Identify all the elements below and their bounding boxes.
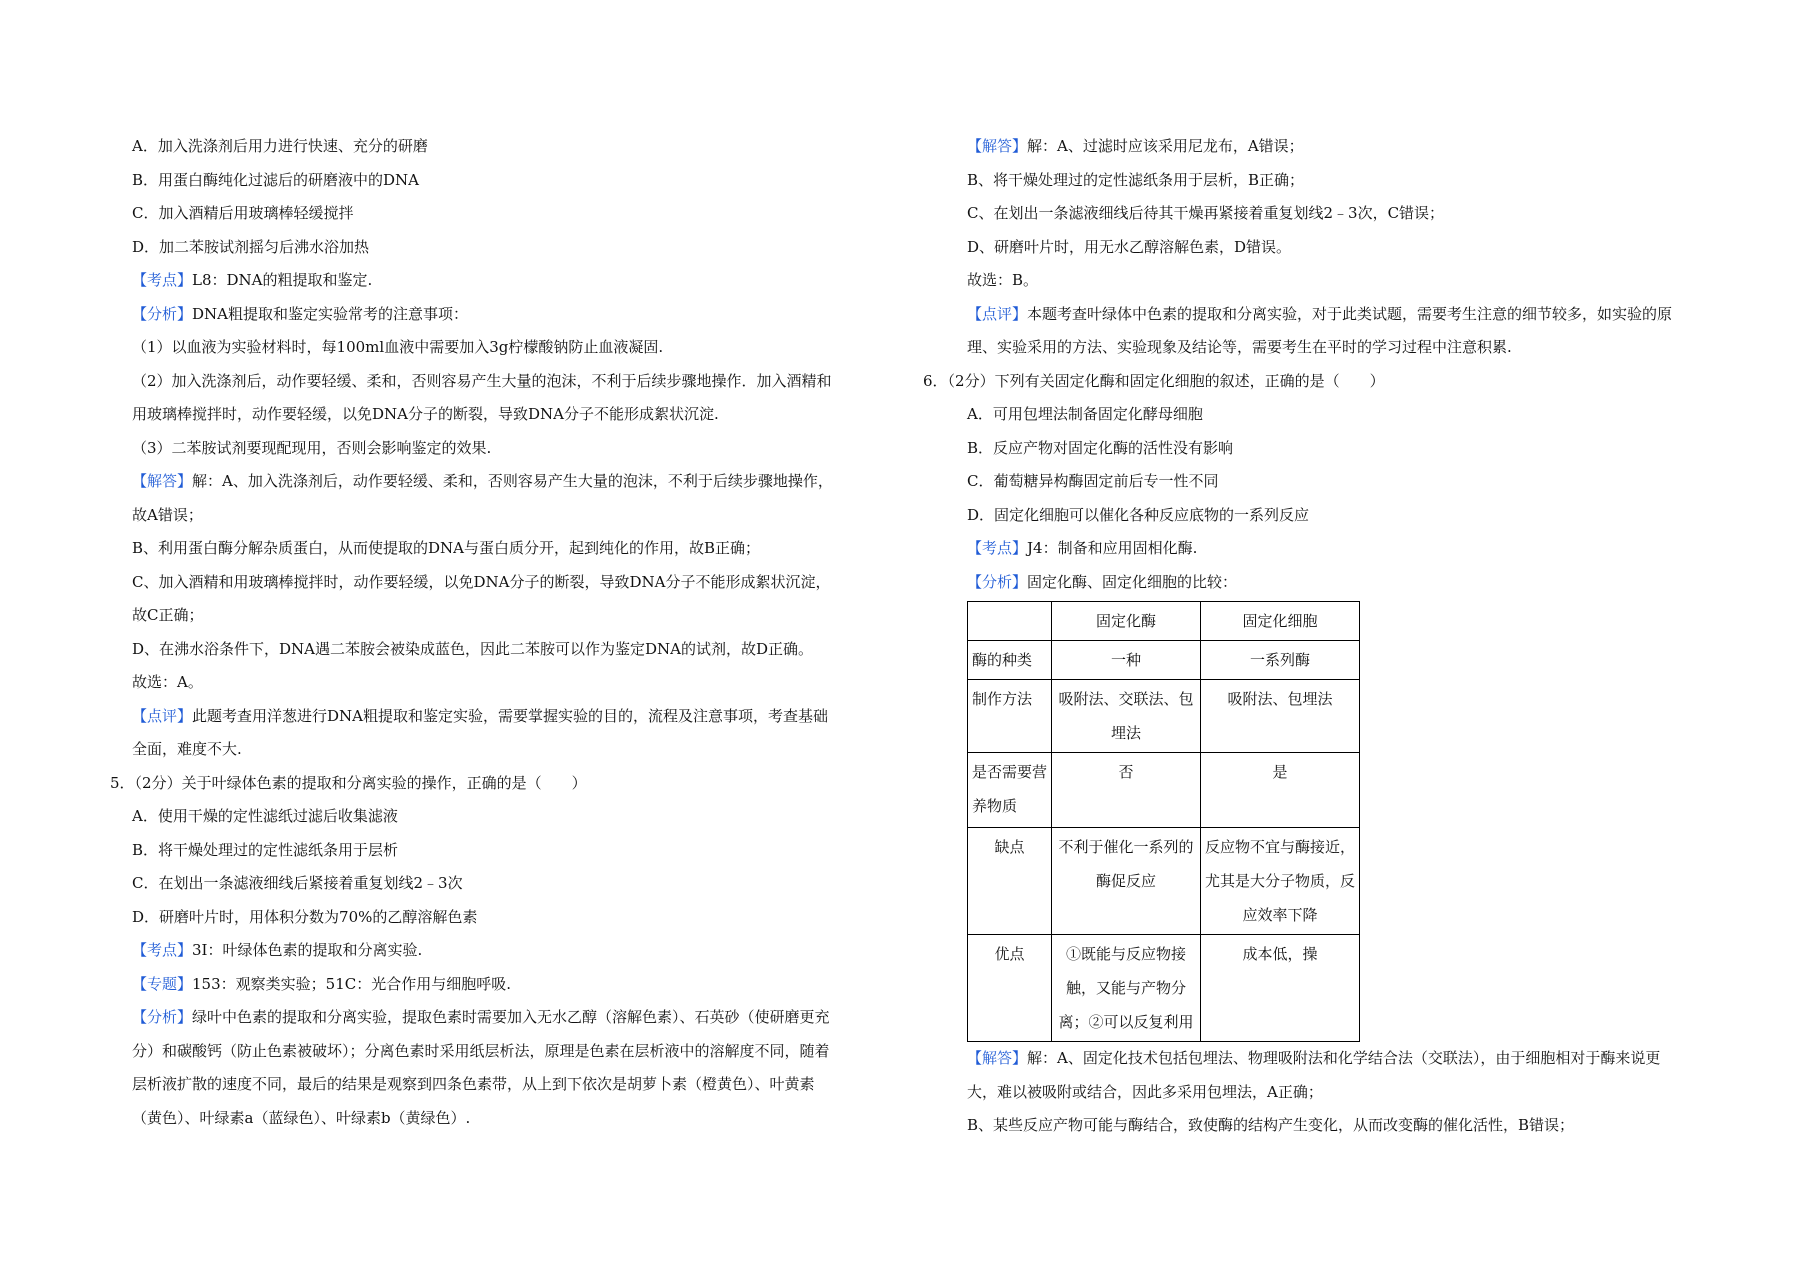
text-line xyxy=(110,633,910,667)
line-text: 解：A、固定化技术包括包埋法、物理吸附法和化学结合法（交联法），由于细胞相对于酶来说更 xyxy=(1027,1049,1661,1067)
text-line xyxy=(945,298,1745,332)
text-line xyxy=(110,1035,910,1069)
line-text: 本题考查叶绿体中色素的提取和分离实验，对于此类试题，需要考生注意的细节较多，如实验的原 xyxy=(1027,304,1673,323)
line-text: D．固定化细胞可以催化各种反应底物的一系列反应 xyxy=(967,505,1310,524)
text-line xyxy=(945,231,1745,265)
section-tag: 【考点】 xyxy=(967,539,1028,557)
text-line xyxy=(945,1042,1745,1076)
line-text: D．研磨叶片时，用体积分数为70%的乙醇溶解色素 xyxy=(132,907,478,926)
text-line xyxy=(110,968,910,1002)
section-tag: 【解答】 xyxy=(967,137,1028,155)
text-line xyxy=(110,666,910,700)
cell-immobilized-enzyme: ①既能与反应物接触，又能与产物分离；②可以反复利用 xyxy=(1052,935,1201,1042)
text-line xyxy=(110,197,910,231)
line-text: B、利用蛋白酶分解杂质蛋白，从而使提取的DNA与蛋白质分开，起到纯化的作用，故B正确； xyxy=(132,539,761,557)
text-line xyxy=(110,231,910,265)
line-text: 故选：B。 xyxy=(967,271,1039,289)
question-stem xyxy=(110,767,910,801)
text-line xyxy=(110,733,910,767)
table-row xyxy=(968,935,1360,1042)
text-line xyxy=(945,197,1745,231)
section-tag: 【专题】 xyxy=(132,974,193,993)
line-text: （黄色）、叶绿素a（蓝绿色）、叶绿素b（黄绿色）. xyxy=(132,1108,471,1127)
line-text: 用玻璃棒搅拌时，动作要轻缓，以免DNA分子的断裂，导致DNA分子不能形成絮状沉淀. xyxy=(132,405,719,423)
text-line xyxy=(110,566,910,600)
section-tag: 【解答】 xyxy=(132,472,193,490)
text-line xyxy=(110,934,910,968)
text-line xyxy=(110,331,910,365)
section-tag: 【考点】 xyxy=(132,271,193,289)
line-text: D、研磨叶片时，用无水乙醇溶解色素，D错误。 xyxy=(967,237,1292,256)
line-text: C、加入酒精和用玻璃棒搅拌时，动作要轻缓，以免DNA分子的断裂，导致DNA分子不能形成絮状沉淀， xyxy=(132,572,831,591)
line-text: B、某些反应产物可能与酶结合，致使酶的结构产生变化，从而改变酶的催化活性，B错误； xyxy=(967,1116,1575,1134)
text-line xyxy=(110,901,910,935)
row-label: 是否需要营养物质 xyxy=(968,753,1052,828)
section-tag: 【分析】 xyxy=(132,304,193,323)
cell-immobilized-cell: 成本低，操 xyxy=(1201,935,1360,1042)
line-text: B．将干燥处理过的定性滤纸条用于层析 xyxy=(132,840,399,859)
row-label: 缺点 xyxy=(968,828,1052,935)
line-text: 故选：A。 xyxy=(132,673,203,691)
line-text: B．用蛋白酶纯化过滤后的研磨液中的DNA xyxy=(132,170,420,189)
line-text: 此题考查用洋葱进行DNA粗提取和鉴定实验，需要掌握实验的目的，流程及注意事项，考查基础 xyxy=(192,706,829,725)
text-line xyxy=(945,398,1745,432)
table-row xyxy=(968,828,1360,935)
comparison-table xyxy=(967,601,1360,1042)
line-text: 153：观察类实验；51C：光合作用与细胞呼吸. xyxy=(192,974,511,993)
line-text: D．加二苯胺试剂摇匀后沸水浴加热 xyxy=(132,237,370,256)
section-tag: 【分析】 xyxy=(132,1008,193,1026)
question-stem xyxy=(923,365,1745,399)
text-line xyxy=(110,499,910,533)
text-line xyxy=(945,1076,1745,1110)
line-text: J4：制备和应用固相化酶. xyxy=(1027,539,1198,557)
text-line xyxy=(945,532,1745,566)
line-text: L8：DNA的粗提取和鉴定. xyxy=(192,271,373,289)
text-line xyxy=(110,1068,910,1102)
line-text: C．葡萄糖异构酶固定前后专一性不同 xyxy=(967,472,1219,490)
line-text: B、将干燥处理过的定性滤纸条用于层析，B正确； xyxy=(967,170,1305,189)
text-line xyxy=(110,599,910,633)
section-tag: 【考点】 xyxy=(132,941,193,959)
text-line xyxy=(945,566,1745,600)
cell-immobilized-cell: 反应物不宜与酶接近，尤其是大分子物质，反应效率下降 xyxy=(1201,828,1360,935)
line-text: DNA粗提取和鉴定实验常考的注意事项： xyxy=(192,304,469,323)
line-text: 固定化酶、固定化细胞的比较： xyxy=(1027,572,1238,591)
table-header-cell: 固定化酶 xyxy=(1052,602,1201,641)
line-text: 故A错误； xyxy=(132,505,203,524)
cell-immobilized-enzyme: 一种 xyxy=(1052,641,1201,680)
text-line xyxy=(945,331,1745,365)
section-tag: 【分析】 xyxy=(967,572,1028,591)
line-text: 6．（2分）下列有关固定化酶和固定化细胞的叙述，正确的是（ ） xyxy=(923,371,1385,390)
left-column xyxy=(110,130,910,1135)
answer-section-q5-and-q6 xyxy=(923,130,1745,599)
row-label: 优点 xyxy=(968,935,1052,1042)
text-line xyxy=(110,532,910,566)
line-text: D、在沸水浴条件下，DNA遇二苯胺会被染成蓝色，因此二苯胺可以作为鉴定DNA的试剂，故D正确。 xyxy=(132,639,814,658)
text-line xyxy=(110,1001,910,1035)
table-header-cell: 固定化细胞 xyxy=(1201,602,1360,641)
line-text: 3I：叶绿体色素的提取和分离实验. xyxy=(192,941,423,959)
line-text: 解：A、加入洗涤剂后，动作要轻缓、柔和，否则容易产生大量的泡沫，不利于后续步骤地操作， xyxy=(192,472,833,490)
line-text: 分）和碳酸钙（防止色素被破坏）；分离色素时采用纸层析法，原理是色素在层析液中的溶解度不同，随着 xyxy=(132,1041,830,1060)
row-label: 制作方法 xyxy=(968,680,1052,753)
row-label: 酶的种类 xyxy=(968,641,1052,680)
text-line xyxy=(110,834,910,868)
line-text: 5．（2分）关于叶绿体色素的提取和分离实验的操作，正确的是（ ） xyxy=(110,773,587,792)
line-text: 理、实验采用的方法、实验现象及结论等，需要考生在平时的学习过程中注意积累. xyxy=(967,338,1512,356)
table-header-row xyxy=(968,602,1360,641)
table-row xyxy=(968,641,1360,680)
text-line xyxy=(945,130,1745,164)
line-text: 故C正确； xyxy=(132,606,204,624)
text-line xyxy=(945,1109,1745,1143)
line-text: C．加入酒精后用玻璃棒轻缓搅拌 xyxy=(132,204,354,222)
text-line xyxy=(110,398,910,432)
text-line xyxy=(110,432,910,466)
section-tag: 【点评】 xyxy=(967,304,1028,323)
answer-section-q6 xyxy=(945,1042,1745,1143)
cell-immobilized-cell: 吸附法、包埋法 xyxy=(1201,680,1360,753)
line-text: （2）加入洗涤剂后，动作要轻缓、柔和，否则容易产生大量的泡沫，不利于后续步骤地操作．加入酒精和 xyxy=(132,371,832,390)
text-line xyxy=(110,800,910,834)
line-text: 全面，难度不大. xyxy=(132,740,242,758)
right-column xyxy=(923,130,1745,1143)
line-text: A．加入洗涤剂后用力进行快速、充分的研磨 xyxy=(132,137,428,155)
line-text: B．反应产物对固定化酶的活性没有影响 xyxy=(967,438,1234,457)
table-header-cell xyxy=(968,602,1052,641)
text-line xyxy=(110,264,910,298)
line-text: 层析液扩散的速度不同，最后的结果是观察到四条色素带，从上到下依次是胡萝卜素（橙黄色）、叶黄素 xyxy=(132,1075,815,1093)
cell-immobilized-enzyme: 否 xyxy=(1052,753,1201,828)
table-row xyxy=(968,680,1360,753)
text-line xyxy=(945,499,1745,533)
line-text: C、在划出一条滤液细线后待其干燥再紧接着重复划线2﹣3次，C错误； xyxy=(967,204,1445,222)
section-tag: 【点评】 xyxy=(132,706,193,725)
cell-immobilized-enzyme: 吸附法、交联法、包埋法 xyxy=(1052,680,1201,753)
text-line xyxy=(945,164,1745,198)
text-line xyxy=(110,700,910,734)
section-tag: 【解答】 xyxy=(967,1049,1028,1067)
line-text: 大，难以被吸附或结合，因此多采用包埋法，A正确； xyxy=(967,1082,1323,1101)
text-line xyxy=(110,298,910,332)
text-line xyxy=(945,432,1745,466)
line-text: 解：A、过滤时应该采用尼龙布，A错误； xyxy=(1027,137,1304,155)
line-text: A．可用包埋法制备固定化酵母细胞 xyxy=(967,405,1203,423)
text-line xyxy=(110,365,910,399)
line-text: （1）以血液为实验材料时，每100ml血液中需要加入3g柠檬酸钠防止血液凝固. xyxy=(132,338,664,356)
text-line xyxy=(110,1102,910,1136)
text-line xyxy=(945,465,1745,499)
text-line xyxy=(110,867,910,901)
line-text: 绿叶中色素的提取和分离实验，提取色素时需要加入无水乙醇（溶解色素）、石英砂（使研磨更充 xyxy=(192,1008,830,1026)
line-text: C．在划出一条滤液细线后紧接着重复划线2﹣3次 xyxy=(132,874,463,892)
table-row xyxy=(968,753,1360,828)
cell-immobilized-cell: 一系列酶 xyxy=(1201,641,1360,680)
text-line xyxy=(110,465,910,499)
text-line xyxy=(945,264,1745,298)
text-line xyxy=(110,130,910,164)
text-line xyxy=(110,164,910,198)
cell-immobilized-enzyme: 不利于催化一系列的酶促反应 xyxy=(1052,828,1201,935)
line-text: A．使用干燥的定性滤纸过滤后收集滤液 xyxy=(132,807,398,825)
cell-immobilized-cell: 是 xyxy=(1201,753,1360,828)
line-text: （3）二苯胺试剂要现配现用，否则会影响鉴定的效果. xyxy=(132,438,492,457)
